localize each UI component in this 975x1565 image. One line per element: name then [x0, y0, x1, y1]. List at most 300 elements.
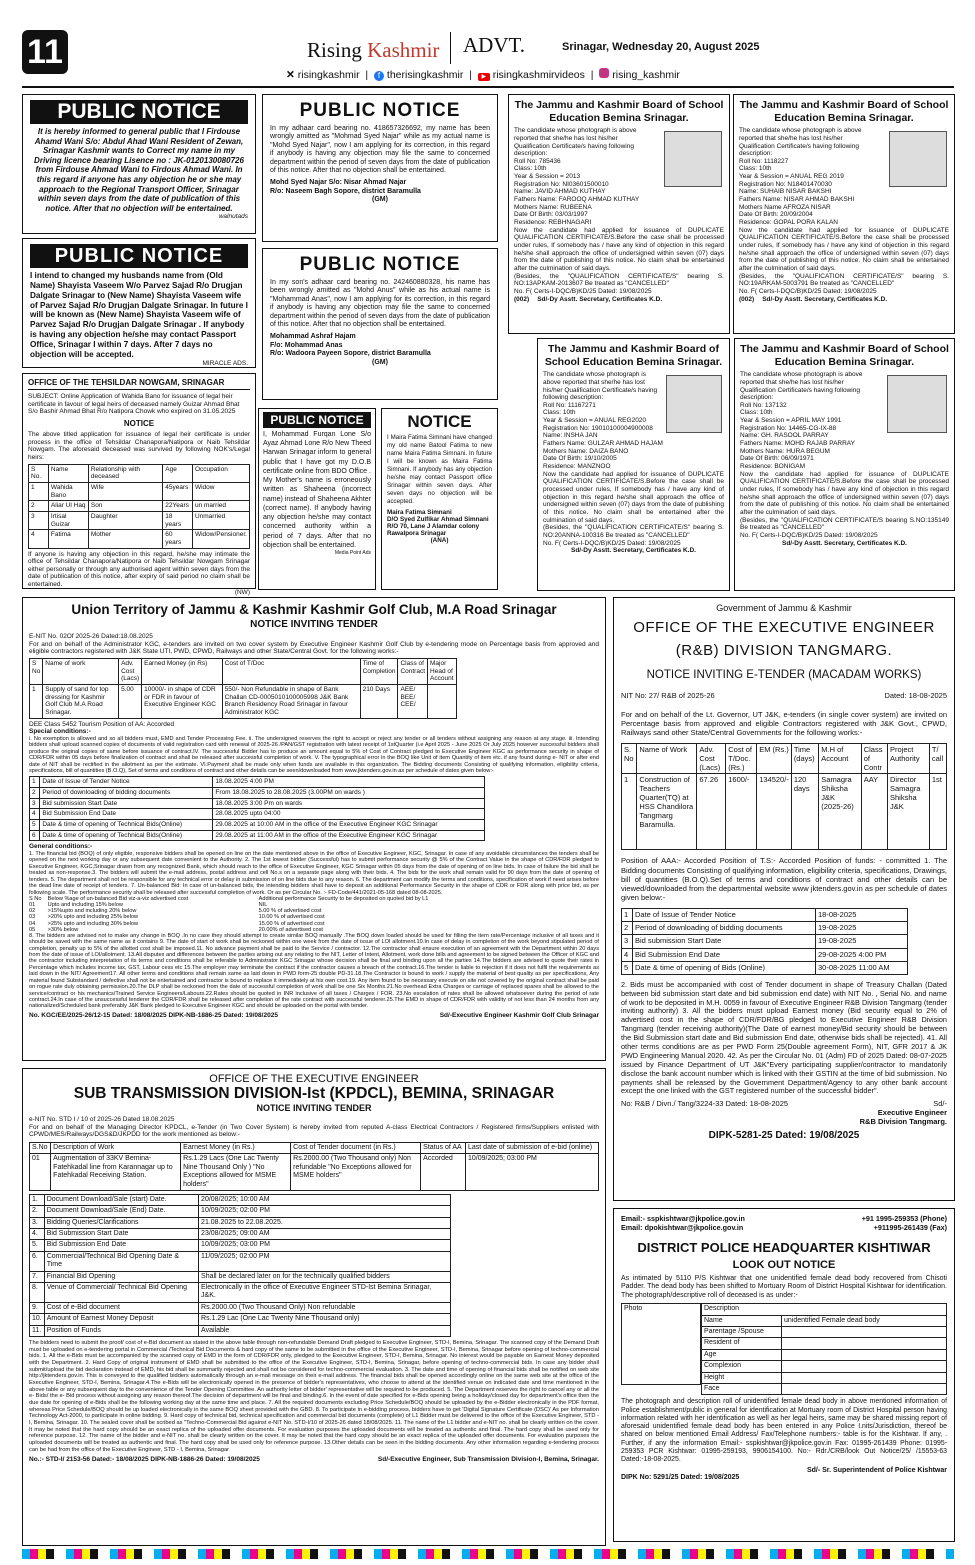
cell: 6.	[30, 1251, 45, 1271]
notice-body: In my adhaar card bearing no. 418657326692, my name has been wrongly amitted as "Mohmad Syed Najar" while as my actual name is "Mohd Syed Najar", now I am applying for its correction, in this regard if anybody is having any objection may file the same to concerned department within the period of seven days from the date of publication of this notice. After that no objection shall be entertained.	[270, 125, 490, 174]
notice-body: I Maira Fatima Simnani have changed my old name Batool Fatima to new name Maira Fatima Simnani. In future I will be known as Maira Fatima Simnani. If anybody has any objection he/she may contact Passport office Srinagar within seven days. After seven days no objection will be accepted.	[387, 434, 492, 505]
candidate-photo	[666, 375, 722, 433]
cell: 18 years	[163, 511, 193, 529]
board-field: Class: 10th	[514, 165, 547, 173]
cell: 5	[622, 961, 633, 974]
cell: Date of Issue of Tender Notice	[40, 777, 213, 788]
cell: >15%upto and including 20% below	[47, 908, 137, 915]
cell: 1	[29, 482, 49, 500]
tehsildar-intro: The above titled application for issuance of legal heir certificate is under process in the office of Tehsildar Chanapora/Natipora or Naib Tehsildar Nowgam. The aforesaid deceased was survived by following NOK's/Legal heirs:	[28, 430, 250, 461]
col-header: Earnest Money (in Rs.)	[181, 1142, 291, 1153]
header-divider	[450, 32, 451, 64]
board-ref: No. F( Certs-I-DQC/B)KD/25 Dated: 19/08/2025	[739, 287, 877, 295]
col-header: Time (days)	[791, 744, 818, 774]
board-field: Name: SUHAIB NISAR BAKSHI	[739, 188, 832, 196]
board-field: Mothers Name: HURA BEGUM	[740, 447, 830, 455]
cell: 67.26	[697, 774, 726, 850]
cell: Son	[88, 501, 162, 512]
cell: Height	[702, 1372, 782, 1383]
board-field: Fathers Name: NISAR AHMAD BAKSHI	[739, 196, 855, 204]
table-row	[702, 1326, 947, 1337]
col-header: Class of Contract	[398, 658, 428, 684]
board-code: (002)	[739, 295, 755, 303]
police-phone-1: +91 1995-259353 (Phone)	[861, 1214, 947, 1223]
board-title: The Jammu and Kashmir Board of School Education Bemina Srinagar.	[740, 343, 949, 368]
table-header-row	[622, 744, 947, 774]
board-field: Residence: GOPAL PORA KALAN	[739, 219, 838, 227]
cell: 18.08.2025 3:00 Pm on wards	[213, 798, 485, 809]
table-row	[30, 1194, 451, 1205]
board-field: Mothers Name AFROZA NISAR	[739, 203, 831, 211]
cell: 1.	[30, 1194, 45, 1205]
notice-title: PUBLIC NOTICE	[30, 100, 248, 124]
cell: 2	[30, 788, 40, 799]
cell: 3	[622, 935, 633, 948]
golf-club-tender	[22, 597, 606, 1061]
kpdcl-office: OFFICE OF THE EXECUTIVE ENGINEER	[209, 1073, 419, 1085]
cell: 01	[30, 1154, 51, 1191]
cell	[782, 1338, 947, 1349]
cell: >20% upto and including 25% below	[47, 914, 139, 921]
candidate-photo	[664, 131, 722, 187]
cell: Bid submission Start Date	[632, 935, 815, 948]
table-row	[30, 1217, 451, 1228]
col-header: Adv. Cost (Lacs)	[697, 744, 726, 774]
board-field: Residence: BONIGAM	[740, 463, 806, 471]
cell: 5	[30, 820, 40, 831]
police-photo-box	[621, 1303, 701, 1385]
table-row	[702, 1361, 947, 1372]
notice-title: PUBLIC NOTICE	[299, 100, 461, 121]
public-notice-4	[262, 248, 498, 400]
kpdcl-intro: For and on behalf of the Managing Director KPDCL, e-Tender (in Two Cover System) is hereby invited from reputed A-class Electrical Contractors / Registered firms/Suppliers enlisted with CPWD/MES/Railways/DGS&D/JKPDD for the work mentioned as below:-	[29, 1123, 599, 1139]
police-body: The photograph and description roll of unidentified female dead body in above mentioned information of Police establishment/public in general for identification at Mortuary room of District Hospital person having information related with her identification as well as her legal heirs, same may be shared missing report of aforesaid unidentified female dead body has been entered in any Police I.nits/Jurisdiction, thereof be shared on below mentioned Email Address/ Fax/Telephone numbers:- table is for the Kishtwar. If any, . Further, if any the information Email:- sspkishtwar@jkpolice.gov.in Fax: 01995-261439 Phone: 01995-259353 PCR Kishtwar: 01995-259193, 9906154100. No:- Rdr./CRB/look Out Notice/25/ /15553-63 Dated:-18-08-2025.	[621, 1398, 947, 1464]
cell: 2.	[30, 1206, 45, 1217]
table-row	[29, 501, 250, 512]
cell: Director Samagra Shiksha J&K	[888, 774, 930, 850]
rb-title-2: (R&B) DIVISION TANGMARG.	[675, 642, 893, 659]
table-header-row	[30, 658, 457, 684]
kpdcl-conditions: The bidders need to submit the proof/ cost of e-Bid document as stated in the above table through non-refundable Demand Draft pledged to Executive Engineer, STD-I, Bemina, Srinagar. The scanned copy of the Demand Draft must be uploaded on e-tendering portal in Commercial /Technical Bid Documents & hard copy of the same to be submitted in the office of the Executive Engineer, STD-I, Bemina, Srinagar before opening of techno-commercial bids. 1. All the e-Bids must be accompanied by the scanned copy of EMD in the form of CDR/FDR only, pledged to the Executive Engineer, STD-I, Bemina, Srinagar. No interest would be payable on Earnest Money deposited with the Department. 2. Hard Copy of original instrument of EMD shall be submitted to the office of the Executive Engineer, STD-I, Bemina, Srinagar, before opening of techno-commercial bids. In case any bidder shall submit/upload the bid declaration instead of EMD, his bid shall be summarily rejected and shall not be considered for techno-commercial evaluation. 3. The date and time of opening of financial bids shall be notified on web site http://jktenders.gov.in. This is conveyed to the qualified bidders automatically through an e-mail message on their e-mail address. The financial bids shall be opened accordingly online on the same web site at the office of the Executive Engineer, STD-I, Bemina, Srinagar.4.The e-Bids will be electronically opened in the presence of bidder's representatives, who choose to attend at the identified venue on indicated date and time mentioned in the above table or any subsequent day to the convenience of the Tender Opening Committee. An authority letter of bidder' representative will be required to be produced. 5. The Department reserves the right to cancel any or all the e- Bids/ the e- Bid process without assigning any reason thereof.The decision of department will be final and binding.6. In the event of date specified for e-Bids opening being a holiday/closed day for department's office then the due date for opening of e-Bids shall be the following working day at the same time and place. 7. All the required documents excluding Price Schedule/BOQ should be uploaded by the e-Bidder electronically in the PDF format, whereas Price Schedule/BOQ should be up loaded electronically in the same BOQ sheet provided with the GBD. 8. To participate in e-bidding process, bidders have to get 'Digital Signature Certificate (DSC)' As per Information Technology Act-2000, to participate in online bidding. 9. Hard copy of technical bid, technical specification and commercial bid documents (complete) of L1 Bidder must be delivered to the office of the Executive Engineer, STD - I, Bemina, Srinagar. 10. The sealed cover shall be scribed as "Techno-Commercial Bid against e-NIT No. STD-I/10 of 2025-26 dated 18/08/2025. 11. The name of the L1 bidder and e-NIT no. shall be clearly written on the cover. It may be noted that the hard copy should be an exact replica of the uploaded offer documents. For evaluation purposes the uploaded documents will be treated as authentic and final. The hard copy shall be used only for reference purpose. 12. The name of the bidder and e-NIT no. shall be clearly written on the cover. It may be noted that the hard copy should be an exact replica of the uploaded offer documents. For evaluation purposes the uploaded documents will be treated as authentic and final. The hard copy shall be used only for reference purpose. 13.Other details can be seen in the bidding documents. Any other information regarding e-tendering process can be had from the office of the Executive Engineer, STD - I, Bemina, Srinagar	[29, 1340, 599, 1453]
police-subtitle: LOOK OUT NOTICE	[732, 1259, 836, 1271]
table-header-row	[29, 464, 250, 482]
table-row	[622, 774, 947, 850]
cell: Rs.2000.00 (Two Thousand only) Non refundable "No Exceptions allowed for MSME holders"	[291, 1154, 421, 1191]
board-field: Date Of Birth: 06/09/1971	[740, 455, 814, 463]
board-field: Name: GH. RASOOL PARRAY	[740, 432, 829, 440]
table-row	[622, 922, 908, 935]
board-intro: The candidate whose photograph is above reported that she/he has lost his/her Qualification Certificate/s having following description:	[514, 127, 637, 158]
notice-body: It is hereby informed to general public that I Firdouse Ahamd Wani S/o: Abdul Ahad Wani Resident of Zewan, Srinagar Kashmir wants to Correct my name in my Driving licence bearing Lisence no : JK-0120130080726 from Firdouse Ahmad Wani to Firdous Ahmad Wani. In this regard if anyone has any objection he or she may approach to the Regional Transport Officer, Srinagar within seven days from the date of publication of this notice. After that no objection will be entertained.	[34, 127, 244, 213]
board-field: Residence: MANZNOO	[543, 463, 611, 471]
cell: 1	[30, 777, 40, 788]
board-body: Now the candidate had applied for issuance of DUPLICATE QUALIFICATION CERTIFICATE/S.Before the case shall be processed under rules, If somebody has / have any kind of objection in this regard he/she shall approach the office of undersigned within seven (07) days from the date of publishing of this notice. No claim shall be entertained after the culmination of said days.	[514, 226, 724, 272]
cell: Face	[702, 1383, 782, 1394]
board-intro: The candidate whose photograph is above reported that she/he has lost his/her Qualification Certificate/s having following description:	[739, 127, 862, 158]
cell: 29.08.2025 at 10:00 AM in the office of the Executive Engineer KGC Srinagar	[213, 820, 485, 831]
board-notice-3	[537, 338, 730, 591]
dateline: Srinagar, Wednesday 20, August 2025	[562, 41, 760, 53]
col-header: Time of Completion	[360, 658, 398, 684]
kpdcl-subtitle: NOTICE INVITING TENDER	[256, 1103, 372, 1113]
youtube-icon: ▶	[478, 73, 490, 81]
table-row	[702, 1349, 947, 1360]
kpdcl-works-table	[29, 1142, 599, 1191]
candidate-photo	[887, 375, 947, 433]
golf-works-table	[29, 658, 457, 719]
board-field: Fathers Name: FAROOQ AHMAD KUTHAY	[514, 196, 640, 204]
board-signature: Sd/-Dy Asstt. Secretary, Certificates K.D.	[782, 539, 907, 547]
logo-rising: Rising	[307, 38, 362, 62]
police-lookout-notice	[613, 1208, 955, 1542]
cell: Irtisal Guizar	[48, 511, 88, 529]
cell: Amount of Earnest Money Deposit	[44, 1314, 198, 1325]
col-header: Project Authority	[888, 744, 930, 774]
cell: Fatima	[48, 530, 88, 548]
cell: 04	[29, 920, 36, 927]
legal-heirs-table	[28, 464, 250, 549]
cell: Cost of e-Bid document	[44, 1302, 198, 1313]
board-field: Registration No: 14465-CG-IX-88	[740, 424, 837, 432]
golf-more-conditions: 8. The bidders are advised not to make any change in BOQ .In no case they should attempt to create similar BOQ manually .The BOQ down loaded should be used for filling the item rate/Percentage inclusive of all taxes and it should be saved with the same name as it contains 9. The date of start of work shall be reckoned within one week from the date of issue of LOI allotment.10.In case of delay in completion of the work beyond stipulated period of completion, penalty up to 5% of the allotted cost shall be imposed.11. No advance payment shall be paid to the Service / contractor. 12.The contractor shall ensure execution of an agreement with the Department within 20 days from the date of issue of LOI/allotment. 13.All disputes and differences between the parties arising out any relating to the NIT, Letter of Intent, Allotment, work done bills and agreement to be signed between the Officer of KGC and the contractor including interpretation of its terms and conditions shall be referable to Administrator KGC Srinagar whose decision shall be final and binding upon all the parties 14.The bidders are advised to quote their rates in Percentage which includes income tax, GST, Labour cess etc 15.The employer may terminate the contract if the contractor causes a breach of the contract.16.The tender is liable to rejection if it does not fulfil the requirements as laid down in the NIT/ Agreement17. All other terms and conditions shall remain same as laid down in PWD form-25 double PD-31.18.The Contractor is bound to work / supply the material of best quality as per specifications, Any material found Substandard / defective shall not be entertained and contractor is bound to replace it immediately at his own cost.19. Any item found to be necessary execute on site not covered by the original contract shall be paid on rogue rate duly obtaining permission.20.The DLP shall be reckoned from the date of successful completion of work shall be one Six Months.21.No overhead Extra Charges or carriage of replaced spares shall be allowed to the service/contract or his mechanics/Trained Service Engineers/Labours.22.Rates should be quoted in INR inclusive of all taxes / Charges / FOR. 23.No escalation of rates shall be allowed whatsoever during the period of rate contract.24.In case of the unsuccessful tenderer the CDR/FDR shall be released after completion of the rate contract with successful tenderer.25.The EMD in shape of CDR/FDR with validity of not less than 24 months from any nationalized/Scheduled bank preferably J&K Bank pledged to Executive Engineer KGC and should be uploaded on the portal with tender.	[29, 932, 599, 1010]
cell: 11/09/2025; 02:00 PM	[199, 1251, 451, 1271]
cell: 1	[622, 774, 637, 850]
police-signature: Sd/- Sr. Superintendent of Police Kishtwar	[806, 1466, 947, 1474]
photo-label: Photo	[624, 1305, 643, 1313]
board-field: Roll No: 11167271	[543, 401, 596, 409]
table-row	[30, 788, 485, 799]
social-instagram[interactable]: rising_kashmir	[612, 69, 680, 81]
table-row	[622, 935, 908, 948]
notice-signature: Mohd Syed Najar S/o: Nisar Ahmad Najar	[270, 179, 407, 187]
col-header: S.No	[30, 1142, 51, 1153]
kpdcl-signature: Sd/-Executive Engineer, Sub Transmission Division-I, Bemina, Srinagar.	[377, 1456, 599, 1464]
cell: Position of Funds	[44, 1325, 198, 1336]
candidate-photo	[889, 131, 947, 187]
cell: Widow	[192, 482, 249, 500]
police-email-1[interactable]: Email:- sspkishtwar@jkpolice.gov.in	[621, 1214, 745, 1223]
cell: Period of downloading of bidding documents	[632, 922, 815, 935]
cell: Wahida Bano	[48, 482, 88, 500]
rb-positions: Position of AAA:- Accorded Position of T.S:- Accorded Position of funds: - committed 1. The Bidding documents Consisting of qualifying information, eligibility criteria, specifications, Drawings, bill of quantities (B.O.Q).Set of terms and conditions of contract and other details can be viewed/downloaded from the departmental website www jktenders.gov.in as per schedule of dates given below:-	[621, 856, 947, 902]
rb-intro: For and on behalf of the Lt. Governor, UT J&K, e-tenders (in single cover system) are invited on Percentage basis from approved and eligible Contractors registered with J&K Govt., CPWD, Railways sand other State/Central Governments for the following works:-	[621, 710, 947, 738]
cell: Wife	[88, 482, 162, 500]
cell: 10000/- in shape of CDR or FDR in favour of Executive Engineer KGC	[142, 684, 223, 718]
notice-signature: walnutads	[218, 213, 248, 221]
table-row	[702, 1383, 947, 1394]
cell: Bid Submission Start Date	[44, 1229, 198, 1240]
cell: 02	[29, 908, 36, 915]
col-header: Cost of Tender document (in Rs.)	[291, 1142, 421, 1153]
board-field: Roll No: 1118227	[739, 157, 789, 165]
board-ref: No. F( Certs-I-DQC/B)KD/25 Dated: 19/08/2025	[543, 539, 681, 547]
public-notice-2	[22, 238, 256, 368]
cell: 45years	[163, 482, 193, 500]
table-row	[29, 511, 250, 529]
cell: Age	[702, 1349, 782, 1360]
notice-title: PUBLIC NOTICE	[30, 244, 248, 268]
rb-dated: Dated: 18-08-2025	[884, 691, 947, 700]
notice-code: (ANA)	[430, 537, 449, 545]
cell	[428, 684, 456, 718]
col-header: Occupation	[192, 464, 249, 482]
cell: 6	[30, 830, 40, 841]
kpdcl-title: SUB TRANSMISSION DIVISION-Ist (KPDCL), BEMINA, SRINAGAR	[73, 1085, 555, 1102]
board-code: (002)	[514, 295, 530, 303]
cell: 01	[29, 902, 36, 909]
cell: Electronically in the office of Executive Engineer STD-Ist Bemina Srinagar, J&K.	[199, 1283, 451, 1303]
cell: Document Download/Sale (End) Date.	[44, 1206, 198, 1217]
board-field: Registration No: N18401470030	[739, 180, 832, 188]
golf-intro: For and on behalf of the Administrator KGC, e-tenders are invited on two cover system by Executive Engineer Kashmir Golf Club by e-tendering mode on Percentage basis from approved and eligible contractors registered with J&K State UTI, PWD, CPWD, Railways and other State/Central Govt. for the following works:-	[29, 640, 599, 656]
cell: S No	[29, 895, 42, 902]
notice-address: R/o: Wadoora Payeen Sopore, district Baramulla	[270, 350, 431, 358]
police-title: DISTRICT POLICE HEADQUARTER KISHTIWAR	[637, 1240, 931, 1255]
notice-address: R/o: Naseem Bagh Sopore, district Baramulla	[270, 187, 421, 195]
cell: Rs.1.29 Lac (One Lac Twenty Nine Thousand only)	[199, 1314, 451, 1325]
col-header: S No.	[29, 464, 49, 482]
col-header: Name of work	[43, 658, 119, 684]
cell: 3	[29, 511, 49, 529]
notice-body: I, Mohammad Furqan Lone S/o Ayaz Ahmad Lone R/o New Theed Harwan Srinagar inform to general public that I have got my D.O.B certificate online from BDO Office . My Mother's name is erroneously written as Shaheena (incorrect name) instead of Shaheena Akhter (correct name). If anybody having any objection he/she may contact concerned authority within a period of 7 days. After that no objection shall be entertained.	[263, 431, 371, 549]
cell: Available	[199, 1325, 451, 1336]
cell: Below %age of un-balanced Bid viz-a-viz advertised cost	[47, 895, 189, 902]
board-field: Mothers Name: RUBEENA	[514, 203, 592, 211]
cell: Resident of	[702, 1338, 782, 1349]
board-field: Name: INSHA JAN	[543, 432, 598, 440]
police-intro: As intimated by 5110 P/S Kishtwar that one unidentified female dead body recovered from Chisoti Padder. The dead body has been shifted to Mortuary Room of District Hospital Kishtwar for identification. The photograph/descriptive roll of deceased is as under:-	[621, 1275, 947, 1299]
color-registration-strip	[22, 1549, 954, 1559]
social-youtube[interactable]: risingkashmirvideos	[492, 69, 585, 81]
notice-body: In my son's adhaar card bearing no. 242460880328, his name has been wrongly amitted as "Mohd Anus" while as his actual name is "Mohammad Anas", now I am applying for its correction, in this regard if anybody is having any objection may file the same to concerned department within the period of seven days from the date of publication of this notice. After that no objection shall be entertained.	[270, 279, 490, 328]
col-header: Last date of submission of e-bid (online)	[466, 1142, 599, 1153]
cell: 03	[29, 914, 36, 921]
header-rule	[22, 86, 954, 88]
cell: NIL	[258, 902, 268, 909]
cell: AAY	[861, 774, 887, 850]
table-row	[702, 1315, 947, 1326]
table-row	[30, 1206, 451, 1217]
table-row	[622, 948, 908, 961]
rb-sig-2: Executive Engineer	[877, 1108, 947, 1118]
cell: 19-08-2025	[816, 935, 908, 948]
table-row	[30, 1271, 451, 1282]
cell: Bid submission Start Date	[40, 798, 213, 809]
cell: 11.	[30, 1325, 45, 1336]
cell: 30-08-2025 11:00 AM	[816, 961, 908, 974]
cell: Date of Issue of Tender Notice	[632, 909, 815, 922]
police-dipk: DIPK No: 5291/25 Dated: 19/08/2025	[621, 1473, 740, 1481]
cell: 7.	[30, 1271, 45, 1282]
board-field: Roll No: 785436	[514, 157, 561, 165]
board-field: Fathers Name: MOHD RAJAB PARRAY	[740, 440, 855, 448]
cell: 20/08/2025; 10:00 AM	[199, 1194, 451, 1205]
table-row	[30, 1229, 451, 1240]
table-row	[30, 1302, 451, 1313]
col-header: Cost of T/Doc. (Rs.)	[726, 744, 757, 774]
col-header: Cost of T/Doc	[222, 658, 360, 684]
table-row	[30, 820, 485, 831]
golf-ref: No. KGC/EE/2025-26/12-15 Dated: 18/08/2025 DIPK-NB-1886-25 Dated: 19/08/2025	[29, 1011, 278, 1019]
board-intro: The candidate whose photograph is above reported that she/he has lost his/her Qualification Certificate/s having following description:	[740, 371, 863, 402]
golf-signature: Sd/-Executive Engineer Kashmir Golf Club Srinagar	[439, 1011, 599, 1019]
kpdcl-tender	[22, 1068, 606, 1546]
cell: 2	[29, 501, 49, 512]
table-row	[30, 798, 485, 809]
board-besides: (Besides, the "QUALIFICATION CERTIFICATE/S" bearing S. NO:19ARKAM-5003791 Be treated as "CANCELLED"	[739, 272, 949, 288]
golf-general-heading: General conditions:-	[29, 843, 93, 851]
rb-subtitle: NOTICE INVITING E-TENDER (MACADAM WORKS)	[646, 669, 922, 681]
golf-title: Union Territory of Jammu & Kashmir Kashmir Golf Club, M.A Road Srinagar	[71, 602, 557, 617]
table-header-row	[702, 1304, 947, 1315]
table-row	[30, 1283, 451, 1303]
col-header: Adv. Cost (Lacs)	[119, 658, 142, 684]
cell: 120 days	[791, 774, 818, 850]
board-field: Date Of Birth: 19/10/2005	[543, 455, 617, 463]
cell: 10/09/2025; 02:00 PM	[199, 1206, 451, 1217]
cell: 550/- Non Refundable in shape of Bank Challan CD-0005010100005998 J&K Bank Branch Residency Road Srinagar in favour Administrator KGC	[222, 684, 360, 718]
cell: 1	[622, 909, 633, 922]
cell: Mother	[88, 530, 162, 548]
cell: 21.08.2025 to 22.08.2025.	[199, 1217, 451, 1228]
board-notice-4	[734, 338, 955, 591]
cell: 28.08.2025 upto 04:00	[213, 809, 485, 820]
cell: Parentage /Spouse	[702, 1326, 782, 1337]
col-header: Age	[163, 464, 193, 482]
col-header: Name	[48, 464, 88, 482]
col-header: Class of Contr	[861, 744, 887, 774]
table-row	[29, 482, 250, 500]
table-row	[30, 1251, 451, 1271]
cell: Supply of sand for top dressing for Kashmir Golf Club M.A Road Srinagar.	[43, 684, 119, 718]
col-header: S No	[30, 658, 43, 684]
social-facebook[interactable]: therisingkashmir	[386, 69, 464, 81]
cell: 3	[30, 798, 40, 809]
notice-body: I intend to changed my husbands name from (Old Name) Shayista Vaseem W/o Parvez Sajad R/o Drugjan Dalgate Srinagar to (New Name) Shayista Vaseem wife of Parvez Sajad R/o Drugjan Dalgate Srinagar. In future I will be known as (New Name) Shayista Vaseem wife of Parvez Sajad R/o Drugjan Dalgate Srinagar . If anybody is having any objection he/she may contact Passport Office, Srinagar I within 7 days. After 7 days no objection will be accepted.	[30, 271, 248, 359]
col-header: Relationship with deceased	[88, 464, 162, 482]
table-row	[30, 830, 485, 841]
cell: Samagra Shiksha J&K (2025-26)	[819, 774, 861, 850]
notice-signature: Maira Fatima Simnani	[387, 509, 452, 517]
col-header: S. No	[622, 744, 637, 774]
notice-signature: Mohammad Ashraf Hajam	[270, 333, 356, 341]
board-ref: No. F( Certs-I-DQC/B)KD/25 Dated: 19/08/2025	[514, 287, 652, 295]
notice-title: PUBLIC NOTICE	[263, 412, 371, 428]
cell: Date & time of opening of Bids (Online)	[632, 961, 815, 974]
cell: Shall be declared later on for the technically qualified bidders	[199, 1271, 451, 1282]
table-row	[30, 684, 457, 718]
col-header: Description of Work	[51, 1142, 181, 1153]
cell: 5.00	[119, 684, 142, 718]
board-signature: Sd/-Dy Asstt. Secretary, Certificates K.D.	[571, 547, 696, 555]
board-title: The Jammu and Kashmir Board of School Education Bemina Srinagar.	[514, 99, 724, 124]
tehsildar-notice-heading: NOTICE	[123, 418, 155, 428]
cell: Upto and including 15% below	[47, 902, 123, 909]
table-row	[30, 1325, 451, 1336]
tehsildar-notice	[22, 373, 256, 596]
golf-schedule-table	[29, 776, 485, 841]
cell: 8.	[30, 1283, 45, 1303]
tehsildar-subject: SUBJECT: Online Application of Wahida Bano for issuance of legal heir certificate in favour of legal heirs of deceased namely Guizar Ahmad Bhat S/o Bashir Ahmad Bhat R/o Natipora Chowk who expired on 31.05.2025	[28, 393, 240, 416]
board-notice-2	[733, 94, 955, 334]
cell: 3.	[30, 1217, 45, 1228]
cell: 1	[30, 684, 43, 718]
cell: 23/08/2025; 09:00 AM	[199, 1229, 451, 1240]
cell: 5.	[30, 1240, 45, 1251]
cell: 05	[29, 926, 36, 933]
public-notice-1	[22, 94, 256, 234]
board-field: Year & Session = ANUAL REG2020	[543, 417, 647, 425]
cell: Aliar Ul Haq	[48, 501, 88, 512]
board-field: Class: 10th	[739, 165, 772, 173]
table-row	[622, 961, 908, 974]
public-notice-5	[258, 408, 376, 590]
masthead-logo[interactable]	[307, 38, 439, 63]
rb-conditions: 2. Bids must be accompanied with cost of Tender document in shape of Treasury Challan (Dated between bid submission start date and bid submission end date) with NIT No. , Serial No. and name of work to be deposited in M.H. 0059 in favour of Executive Engineer R&B Division Tangmarg (tender inviting authority) 3. All the bidders must upload Earnest money (Bid security equal to 2% of advertised cost in the shape of CDR/FDR/BG pledged to Executive Engineer R&B Division Tangmarg (tender receiving authority)(The Date of earnest money/Bid security should be between the Bid Submission start date and Bid submission End date, otherwise bids shall be rejected). 41. All other terms conditions are as per PWD Form 25(Double agreement Form), NIT, GFR 2017 & JK PWD Engineering Manual 2020. 42. As per the Circular No. 01 (Adm) FD of 2025 Dated: 08-07-2025 issued by Finance Department of UT J&K"Every participating supplier/contractor to mandatorily disclose the bank account number which is linked with their GSTIN at the time of bid submission. No payments shall be released by the Government Department/Agency to any other bank account except the one linked with the GST registered number of the successful bidder".	[621, 979, 947, 1096]
golf-subtitle: NOTICE INVITING TENDER	[250, 619, 378, 630]
table-row	[622, 909, 908, 922]
table-row	[30, 1240, 451, 1251]
golf-special-heading: Special conditions:-	[29, 728, 91, 736]
cell	[782, 1326, 947, 1337]
board-besides: (Besides, the "QUALIFICATION CERTIFICATE/S" bearing S. NO:20ANNA-100316 Be treated as "CANCELLED"	[543, 524, 724, 539]
col-header: Name of Work	[637, 744, 697, 774]
cell: Date & time of opening of Technical Bids(Online)	[40, 820, 213, 831]
cell: Widow/Pensioner.	[192, 530, 249, 548]
section-label: ADVT.	[463, 33, 526, 57]
rb-nit: NIT No: 27/ R&B of 2025-26	[621, 691, 715, 700]
rb-title-1: OFFICE OF THE EXECUTIVE ENGINEER	[633, 619, 935, 636]
instagram-icon	[599, 68, 609, 78]
board-body: Now the candidate had applied for issuance of DUPLICATE QUALIFICATION CERTIFICATE/S.Before the case shall be processed under rules, If somebody has / have any kind of objection in this regard he/she shall approach the office of undersigned within seven (07) days from the date of publishing of this notice. No claim shall be entertained after the culmination of said days.	[739, 226, 949, 272]
cell: 10/09/2025; 03:00 PM	[199, 1240, 451, 1251]
cell: Period of downloading of bidding documents	[40, 788, 213, 799]
cell: 1st	[929, 774, 946, 850]
board-signature: Sd/-Dy Asstt. Secretary, Certificates K.D.	[537, 295, 663, 303]
cell: AEE/ BEE/ CEE/	[398, 684, 428, 718]
cell: Accorded	[421, 1154, 466, 1191]
col-header: Description	[702, 1304, 947, 1315]
cell	[782, 1372, 947, 1383]
cell: Date & time of opening of Technical Bids(Online)	[40, 830, 213, 841]
police-email-2[interactable]: Email: dpokishtwar@jkpolice.gov.in	[621, 1223, 744, 1232]
police-description-table	[701, 1303, 947, 1395]
cell: Bid Submission End Date	[44, 1240, 198, 1251]
board-field: Date Of Birth: 03/03/1997	[514, 211, 588, 219]
kpdcl-ref: No.:- STD-I/ 2153-56 Dated:- 18/08/2025 DIPK-NB-1886-26 Dated: 19/08/2025	[29, 1456, 260, 1464]
cell: Rs.2000.00 (Two Thousand Only) Non refundable	[199, 1302, 451, 1313]
board-field: Mothers Name: DAIZA BANO	[543, 447, 629, 455]
cell: Financial Bid Opening	[44, 1271, 198, 1282]
notice-signature: Media Point Ads	[334, 550, 371, 557]
table-row	[702, 1338, 947, 1349]
table-header-row	[30, 1142, 599, 1153]
col-header: Major Head of Account	[428, 658, 456, 684]
board-body: Now the candidate had applied for issuance of DUPLICATE QUALIFICATION CERTIFICATE/S.Before the case shall be processed under rules, If somebody has / have any kind of objection in this regard he/she shall approach the office of undersigned within seven (07) days from the date of publishing of this notice. No claim shall be entertained after the culmination of said days.	[740, 470, 949, 516]
board-field: Date Of Birth: 20/09/2004	[739, 211, 813, 219]
board-field: Fathers Name: GULZAR AHMAD HAJAM	[543, 440, 663, 448]
cell: 15.00 % of advertised cost	[258, 920, 325, 927]
cell: >30% below	[47, 926, 79, 933]
cell: 22Years	[163, 501, 193, 512]
tehsildar-outro: If anyone is having any objection in this regard, he/she may intimate the office of Tehsildar Chanapora/Natipora or Naib Tehsildar Nowgam Srinagar either personally or through any authorised agent within seven days from the date of publication of this notice, after expiry of said period no claim shall be entertained.	[28, 550, 250, 589]
cell: 2	[622, 922, 633, 935]
cell: Bid Submission End Date	[40, 809, 213, 820]
board-signature: Sd/-Dy Asstt. Secretary, Certificates K.D.	[762, 295, 888, 303]
social-x[interactable]: risingkashmir	[297, 69, 360, 81]
logo-kashmir: Kashmir	[367, 38, 440, 62]
notice-signature: MIRACLE ADS.	[202, 359, 248, 367]
